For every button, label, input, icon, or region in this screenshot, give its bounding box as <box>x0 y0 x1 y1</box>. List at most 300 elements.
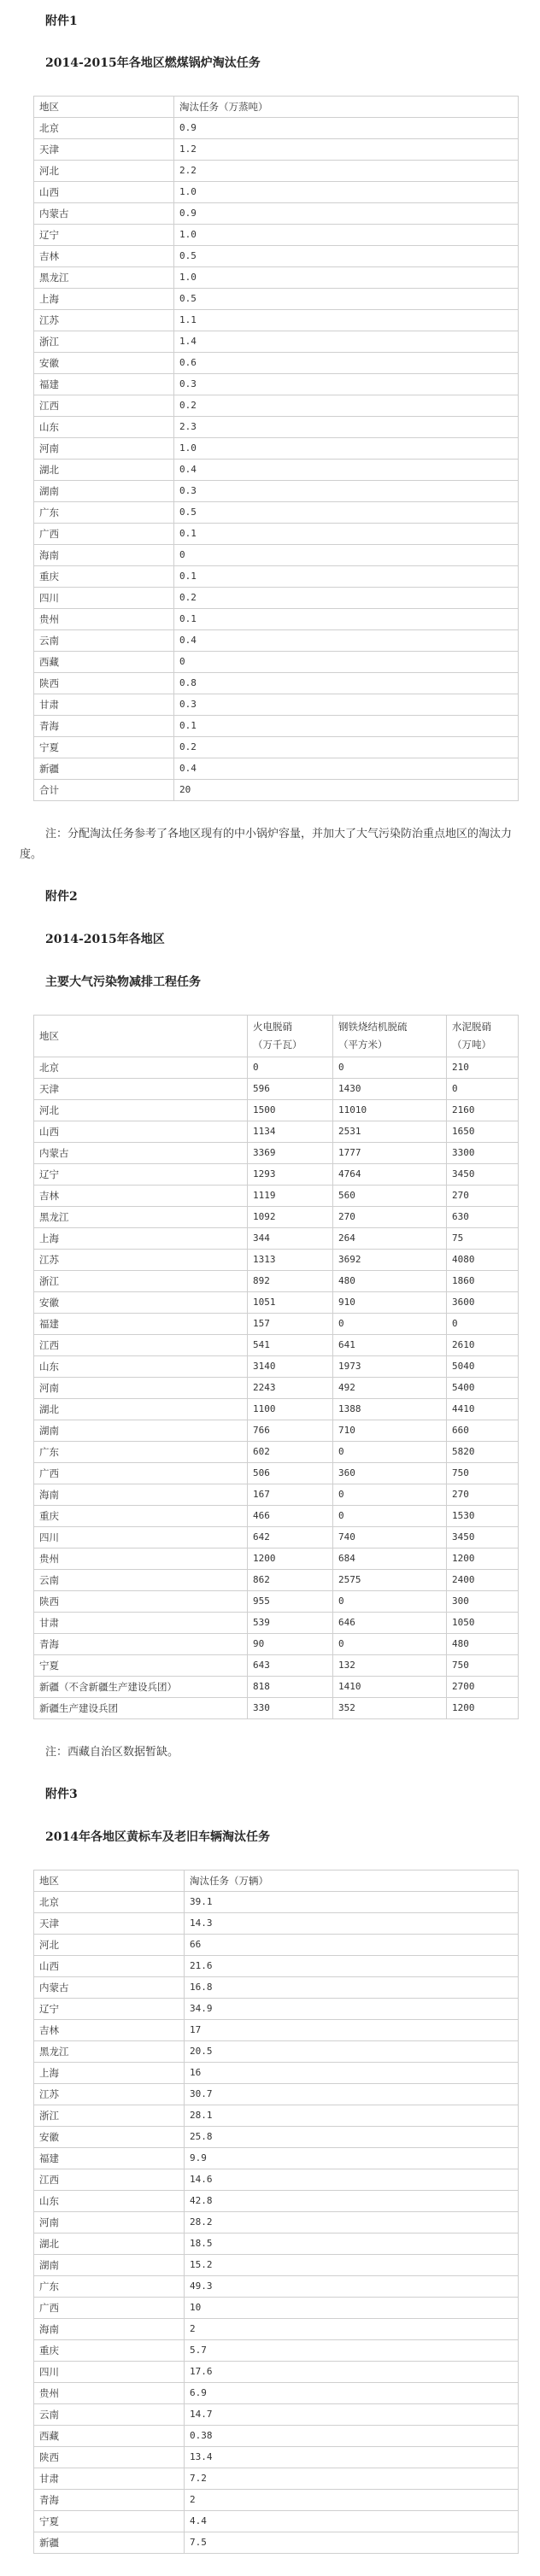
table-row <box>34 1186 519 1207</box>
power-denitration-cell: 1119 <box>248 1186 333 1207</box>
task-cell: 0.2 <box>174 588 519 609</box>
task-cell: 1.1 <box>174 310 519 331</box>
task-cell: 0.5 <box>174 502 519 524</box>
cement-denitration-cell: 3450 <box>447 1164 519 1186</box>
region-cell: 河北 <box>34 161 174 182</box>
task-cell: 1.0 <box>174 267 519 289</box>
power-denitration-cell: 1500 <box>248 1100 333 1121</box>
steel-desulfurization-cell: 360 <box>333 1463 447 1484</box>
power-denitration-cell: 3140 <box>248 1356 333 1378</box>
region-cell: 四川 <box>34 1527 248 1549</box>
task-cell: 0.6 <box>174 353 519 374</box>
cement-denitration-cell: 3450 <box>447 1527 519 1549</box>
region-cell: 江西 <box>34 2169 185 2191</box>
power-denitration-cell: 766 <box>248 1420 333 1442</box>
table-row <box>34 1314 519 1335</box>
cement-denitration-cell: 1200 <box>447 1698 519 1719</box>
region-cell: 黑龙江 <box>34 2041 185 2063</box>
cement-denitration-cell: 750 <box>447 1463 519 1484</box>
table-row <box>34 1121 519 1143</box>
power-denitration-cell: 90 <box>248 1634 333 1655</box>
region-cell: 福建 <box>34 2148 185 2169</box>
task-cell: 14.7 <box>185 2404 519 2426</box>
table-row <box>34 246 519 267</box>
region-cell: 北京 <box>34 118 174 139</box>
table-row <box>34 2191 519 2212</box>
region-cell: 内蒙古 <box>34 1143 248 1164</box>
steel-desulfurization-cell: 352 <box>333 1698 447 1719</box>
task-cell: 14.6 <box>185 2169 519 2191</box>
task-cell: 0.5 <box>174 246 519 267</box>
cement-denitration-cell: 270 <box>447 1186 519 1207</box>
table-row <box>34 395 519 417</box>
task-cell: 17 <box>185 2020 519 2041</box>
region-cell: 广西 <box>34 2298 185 2319</box>
region-cell: 山东 <box>34 1356 248 1378</box>
emission-reduction-table <box>33 1015 519 1719</box>
header-task: 淘汰任务（万辆） <box>185 1871 519 1892</box>
power-denitration-cell: 1100 <box>248 1399 333 1420</box>
power-denitration-cell: 643 <box>248 1655 333 1677</box>
steel-desulfurization-cell: 1973 <box>333 1356 447 1378</box>
region-cell: 四川 <box>34 588 174 609</box>
table-row <box>34 2020 519 2041</box>
cement-denitration-cell: 75 <box>447 1228 519 1250</box>
steel-desulfurization-cell: 11010 <box>333 1100 447 1121</box>
region-cell: 天津 <box>34 1913 185 1935</box>
power-denitration-cell: 541 <box>248 1335 333 1356</box>
power-denitration-cell: 539 <box>248 1613 333 1634</box>
steel-desulfurization-cell: 0 <box>333 1442 447 1463</box>
cement-denitration-cell: 1050 <box>447 1613 519 1634</box>
table-row <box>34 374 519 395</box>
region-cell: 天津 <box>34 1079 248 1100</box>
table-row <box>34 161 519 182</box>
region-cell: 宁夏 <box>34 2511 185 2532</box>
cement-denitration-cell: 5400 <box>447 1378 519 1399</box>
task-cell: 0.38 <box>185 2426 519 2447</box>
task-cell: 2 <box>185 2319 519 2340</box>
power-denitration-cell: 1313 <box>248 1250 333 1271</box>
task-cell: 13.4 <box>185 2447 519 2468</box>
power-denitration-cell: 955 <box>248 1591 333 1613</box>
region-cell: 合计 <box>34 780 174 801</box>
region-cell: 湖北 <box>34 460 174 481</box>
cement-denitration-cell: 270 <box>447 1484 519 1506</box>
task-cell: 0.1 <box>174 609 519 630</box>
table-row <box>34 2255 519 2276</box>
steel-desulfurization-cell: 0 <box>333 1634 447 1655</box>
task-cell: 1.2 <box>174 139 519 161</box>
power-denitration-cell: 344 <box>248 1228 333 1250</box>
table-row <box>34 289 519 310</box>
table-row <box>34 225 519 246</box>
task-cell: 42.8 <box>185 2191 519 2212</box>
steel-desulfurization-cell: 270 <box>333 1207 447 1228</box>
power-denitration-cell: 1134 <box>248 1121 333 1143</box>
region-cell: 河北 <box>34 1100 248 1121</box>
table-row <box>34 1335 519 1356</box>
table-row <box>34 2404 519 2426</box>
table-row <box>34 331 519 353</box>
table-row <box>34 2127 519 2148</box>
table-row <box>34 737 519 758</box>
region-cell: 北京 <box>34 1892 185 1913</box>
steel-desulfurization-cell: 0 <box>333 1506 447 1527</box>
region-cell: 山西 <box>34 1956 185 1977</box>
cement-denitration-cell: 210 <box>447 1057 519 1079</box>
cement-denitration-cell: 2610 <box>447 1335 519 1356</box>
region-cell: 山东 <box>34 2191 185 2212</box>
region-cell: 海南 <box>34 545 174 566</box>
cement-denitration-cell: 630 <box>447 1207 519 1228</box>
region-cell: 甘肃 <box>34 1613 248 1634</box>
steel-desulfurization-cell: 740 <box>333 1527 447 1549</box>
table-row <box>34 502 519 524</box>
region-cell: 河南 <box>34 1378 248 1399</box>
power-denitration-cell: 1092 <box>248 1207 333 1228</box>
power-denitration-cell: 1051 <box>248 1292 333 1314</box>
task-cell: 0 <box>174 545 519 566</box>
power-denitration-cell: 506 <box>248 1463 333 1484</box>
table-row <box>34 1079 519 1100</box>
region-cell: 海南 <box>34 1484 248 1506</box>
region-cell: 山西 <box>34 1121 248 1143</box>
region-cell: 湖南 <box>34 1420 248 1442</box>
power-denitration-cell: 157 <box>248 1314 333 1335</box>
task-cell: 1.0 <box>174 225 519 246</box>
task-cell: 0.2 <box>174 737 519 758</box>
cement-denitration-cell: 300 <box>447 1591 519 1613</box>
table-row <box>34 652 519 673</box>
table-row <box>34 1292 519 1314</box>
region-cell: 湖北 <box>34 2234 185 2255</box>
region-cell: 河北 <box>34 1935 185 1956</box>
power-denitration-cell: 642 <box>248 1527 333 1549</box>
cement-denitration-cell: 2160 <box>447 1100 519 1121</box>
table-row <box>34 1613 519 1634</box>
region-cell: 宁夏 <box>34 1655 248 1677</box>
region-cell: 河南 <box>34 438 174 460</box>
task-cell: 1.0 <box>174 182 519 203</box>
region-cell: 山西 <box>34 182 174 203</box>
task-cell: 66 <box>185 1935 519 1956</box>
task-cell: 2 <box>185 2490 519 2511</box>
steel-desulfurization-cell: 1777 <box>333 1143 447 1164</box>
region-cell: 福建 <box>34 1314 248 1335</box>
power-denitration-cell: 0 <box>248 1057 333 1079</box>
steel-desulfurization-cell: 264 <box>333 1228 447 1250</box>
table-row <box>34 609 519 630</box>
cement-denitration-cell: 4080 <box>447 1250 519 1271</box>
table-row <box>34 1057 519 1079</box>
region-cell: 黑龙江 <box>34 267 174 289</box>
steel-desulfurization-cell: 710 <box>333 1420 447 1442</box>
steel-desulfurization-cell: 1430 <box>333 1079 447 1100</box>
table-row <box>34 1506 519 1527</box>
steel-desulfurization-cell: 641 <box>333 1335 447 1356</box>
region-cell: 江西 <box>34 395 174 417</box>
table-header-row <box>34 97 519 118</box>
table-row <box>34 417 519 438</box>
task-cell: 16.8 <box>185 1977 519 1999</box>
table-row <box>34 182 519 203</box>
annex3-title: 2014年各地区黄标车及老旧车辆淘汰任务 <box>45 1830 270 1844</box>
annex2-title-line2: 主要大气污染物减排工程任务 <box>45 975 201 989</box>
region-cell: 江苏 <box>34 1250 248 1271</box>
steel-desulfurization-cell: 480 <box>333 1271 447 1292</box>
region-cell: 云南 <box>34 630 174 652</box>
task-cell: 10 <box>185 2298 519 2319</box>
table-row <box>34 353 519 374</box>
table-row <box>34 1527 519 1549</box>
table-row <box>34 2426 519 2447</box>
power-denitration-cell: 602 <box>248 1442 333 1463</box>
steel-desulfurization-cell: 0 <box>333 1314 447 1335</box>
table-row <box>34 2319 519 2340</box>
vehicle-elimination-table <box>33 1870 519 2554</box>
region-cell: 内蒙古 <box>34 1977 185 1999</box>
steel-desulfurization-cell: 132 <box>333 1655 447 1677</box>
steel-desulfurization-cell: 2531 <box>333 1121 447 1143</box>
region-cell: 上海 <box>34 1228 248 1250</box>
table-row <box>34 1698 519 1719</box>
cement-denitration-cell: 1530 <box>447 1506 519 1527</box>
task-cell: 14.3 <box>185 1913 519 1935</box>
header-region: 地区 <box>34 97 174 118</box>
region-cell: 上海 <box>34 2063 185 2084</box>
task-cell: 0.9 <box>174 203 519 225</box>
region-cell: 广东 <box>34 2276 185 2298</box>
annex2-note: 注：西藏自治区数据暂缺。 <box>45 1746 179 1759</box>
cement-denitration-cell: 0 <box>447 1079 519 1100</box>
task-cell: 16 <box>185 2063 519 2084</box>
table-row <box>34 267 519 289</box>
table-header-row <box>34 1871 519 1892</box>
region-cell: 重庆 <box>34 2340 185 2362</box>
table-header-row <box>34 1016 519 1057</box>
table-row <box>34 310 519 331</box>
header-power-denitration: 火电脱硝 （万千瓦） <box>248 1016 333 1057</box>
region-cell: 重庆 <box>34 1506 248 1527</box>
table-row <box>34 1463 519 1484</box>
cement-denitration-cell: 3600 <box>447 1292 519 1314</box>
region-cell: 吉林 <box>34 1186 248 1207</box>
task-cell: 15.2 <box>185 2255 519 2276</box>
task-cell: 0.3 <box>174 694 519 716</box>
table-row <box>34 1655 519 1677</box>
table-row <box>34 2532 519 2554</box>
task-cell: 7.2 <box>185 2468 519 2490</box>
region-cell: 海南 <box>34 2319 185 2340</box>
steel-desulfurization-cell: 0 <box>333 1484 447 1506</box>
table-row <box>34 2362 519 2383</box>
table-row <box>34 2383 519 2404</box>
task-cell: 0.3 <box>174 374 519 395</box>
table-row <box>34 588 519 609</box>
table-row <box>34 694 519 716</box>
region-cell: 上海 <box>34 289 174 310</box>
task-cell: 25.8 <box>185 2127 519 2148</box>
table-row <box>34 2041 519 2063</box>
region-cell: 江苏 <box>34 2084 185 2105</box>
table-row <box>34 1549 519 1570</box>
table-row <box>34 2169 519 2191</box>
header-cement-denitration: 水泥脱硝 （万吨） <box>447 1016 519 1057</box>
region-cell: 贵州 <box>34 1549 248 1570</box>
region-cell: 新疆 <box>34 758 174 780</box>
cement-denitration-cell: 0 <box>447 1314 519 1335</box>
task-cell: 0.4 <box>174 460 519 481</box>
power-denitration-cell: 3369 <box>248 1143 333 1164</box>
annex2-title-line1: 2014-2015年各地区 <box>45 933 165 946</box>
table-row <box>34 2468 519 2490</box>
region-cell: 吉林 <box>34 246 174 267</box>
steel-desulfurization-cell: 0 <box>333 1591 447 1613</box>
region-cell: 广东 <box>34 1442 248 1463</box>
region-cell: 新疆生产建设兵团 <box>34 1698 248 1719</box>
table-row <box>34 1399 519 1420</box>
task-cell: 0.1 <box>174 716 519 737</box>
table-row <box>34 2148 519 2169</box>
cement-denitration-cell: 1860 <box>447 1271 519 1292</box>
region-cell: 湖北 <box>34 1399 248 1420</box>
region-cell: 安徽 <box>34 353 174 374</box>
task-cell: 18.5 <box>185 2234 519 2255</box>
region-cell: 湖南 <box>34 481 174 502</box>
table-row <box>34 1591 519 1613</box>
region-cell: 陕西 <box>34 1591 248 1613</box>
task-cell: 39.1 <box>185 1892 519 1913</box>
annex1-title: 2014-2015年各地区燃煤锅炉淘汰任务 <box>45 56 261 70</box>
task-cell: 2.2 <box>174 161 519 182</box>
region-cell: 云南 <box>34 1570 248 1591</box>
region-cell: 西藏 <box>34 2426 185 2447</box>
table-row <box>34 1999 519 2020</box>
region-cell: 贵州 <box>34 2383 185 2404</box>
table-row <box>34 1677 519 1698</box>
region-cell: 甘肃 <box>34 2468 185 2490</box>
table-row <box>34 545 519 566</box>
steel-desulfurization-cell: 1388 <box>333 1399 447 1420</box>
annex1-label: 附件1 <box>45 15 78 28</box>
table-row <box>34 673 519 694</box>
header-steel-desulfurization: 钢铁烧结机脱硫 （平方米） <box>333 1016 447 1057</box>
table-row <box>34 139 519 161</box>
table-row <box>34 2212 519 2234</box>
region-cell: 天津 <box>34 139 174 161</box>
region-cell: 浙江 <box>34 331 174 353</box>
table-row <box>34 1892 519 1913</box>
table-row <box>34 1570 519 1591</box>
region-cell: 陕西 <box>34 2447 185 2468</box>
region-cell: 福建 <box>34 374 174 395</box>
table-row <box>34 1356 519 1378</box>
power-denitration-cell: 466 <box>248 1506 333 1527</box>
task-cell: 0.5 <box>174 289 519 310</box>
region-cell: 黑龙江 <box>34 1207 248 1228</box>
task-cell: 0.1 <box>174 524 519 545</box>
table-row <box>34 1250 519 1271</box>
table-row <box>34 1634 519 1655</box>
region-cell: 江苏 <box>34 310 174 331</box>
cement-denitration-cell: 660 <box>447 1420 519 1442</box>
region-cell: 江西 <box>34 1335 248 1356</box>
region-cell: 安徽 <box>34 2127 185 2148</box>
region-cell: 贵州 <box>34 609 174 630</box>
task-cell: 7.5 <box>185 2532 519 2554</box>
table-row <box>34 203 519 225</box>
table-row <box>34 1913 519 1935</box>
cement-denitration-cell: 750 <box>447 1655 519 1677</box>
steel-desulfurization-cell: 1410 <box>333 1677 447 1698</box>
table-row <box>34 1956 519 1977</box>
task-cell: 28.2 <box>185 2212 519 2234</box>
table-row <box>34 758 519 780</box>
table-row <box>34 780 519 801</box>
region-cell: 四川 <box>34 2362 185 2383</box>
task-cell: 2.3 <box>174 417 519 438</box>
task-cell: 5.7 <box>185 2340 519 2362</box>
task-cell: 20 <box>174 780 519 801</box>
task-cell: 4.4 <box>185 2511 519 2532</box>
region-cell: 辽宁 <box>34 1999 185 2020</box>
region-cell: 青海 <box>34 2490 185 2511</box>
region-cell: 宁夏 <box>34 737 174 758</box>
power-denitration-cell: 2243 <box>248 1378 333 1399</box>
annex3-label: 附件3 <box>45 1788 78 1801</box>
power-denitration-cell: 862 <box>248 1570 333 1591</box>
region-cell: 吉林 <box>34 2020 185 2041</box>
table-row <box>34 2276 519 2298</box>
cement-denitration-cell: 1650 <box>447 1121 519 1143</box>
table-row <box>34 118 519 139</box>
table-row <box>34 1378 519 1399</box>
table-row <box>34 716 519 737</box>
table-row <box>34 2234 519 2255</box>
task-cell: 17.6 <box>185 2362 519 2383</box>
table-row <box>34 1143 519 1164</box>
table-row <box>34 1207 519 1228</box>
table-row <box>34 1228 519 1250</box>
task-cell: 0.3 <box>174 481 519 502</box>
steel-desulfurization-cell: 684 <box>333 1549 447 1570</box>
region-cell: 陕西 <box>34 673 174 694</box>
task-cell: 49.3 <box>185 2276 519 2298</box>
task-cell: 6.9 <box>185 2383 519 2404</box>
region-cell: 新疆 <box>34 2532 185 2554</box>
table-row <box>34 1977 519 1999</box>
region-cell: 辽宁 <box>34 1164 248 1186</box>
region-cell: 广西 <box>34 524 174 545</box>
table-row <box>34 2105 519 2127</box>
steel-desulfurization-cell: 646 <box>333 1613 447 1634</box>
steel-desulfurization-cell: 492 <box>333 1378 447 1399</box>
region-cell: 甘肃 <box>34 694 174 716</box>
region-cell: 青海 <box>34 716 174 737</box>
table-row <box>34 524 519 545</box>
task-cell: 0.2 <box>174 395 519 417</box>
table-row <box>34 1100 519 1121</box>
power-denitration-cell: 818 <box>248 1677 333 1698</box>
power-denitration-cell: 330 <box>248 1698 333 1719</box>
table-row <box>34 1271 519 1292</box>
task-cell: 0.1 <box>174 566 519 588</box>
cement-denitration-cell: 3300 <box>447 1143 519 1164</box>
steel-desulfurization-cell: 3692 <box>333 1250 447 1271</box>
table-row <box>34 2298 519 2319</box>
table-row <box>34 460 519 481</box>
